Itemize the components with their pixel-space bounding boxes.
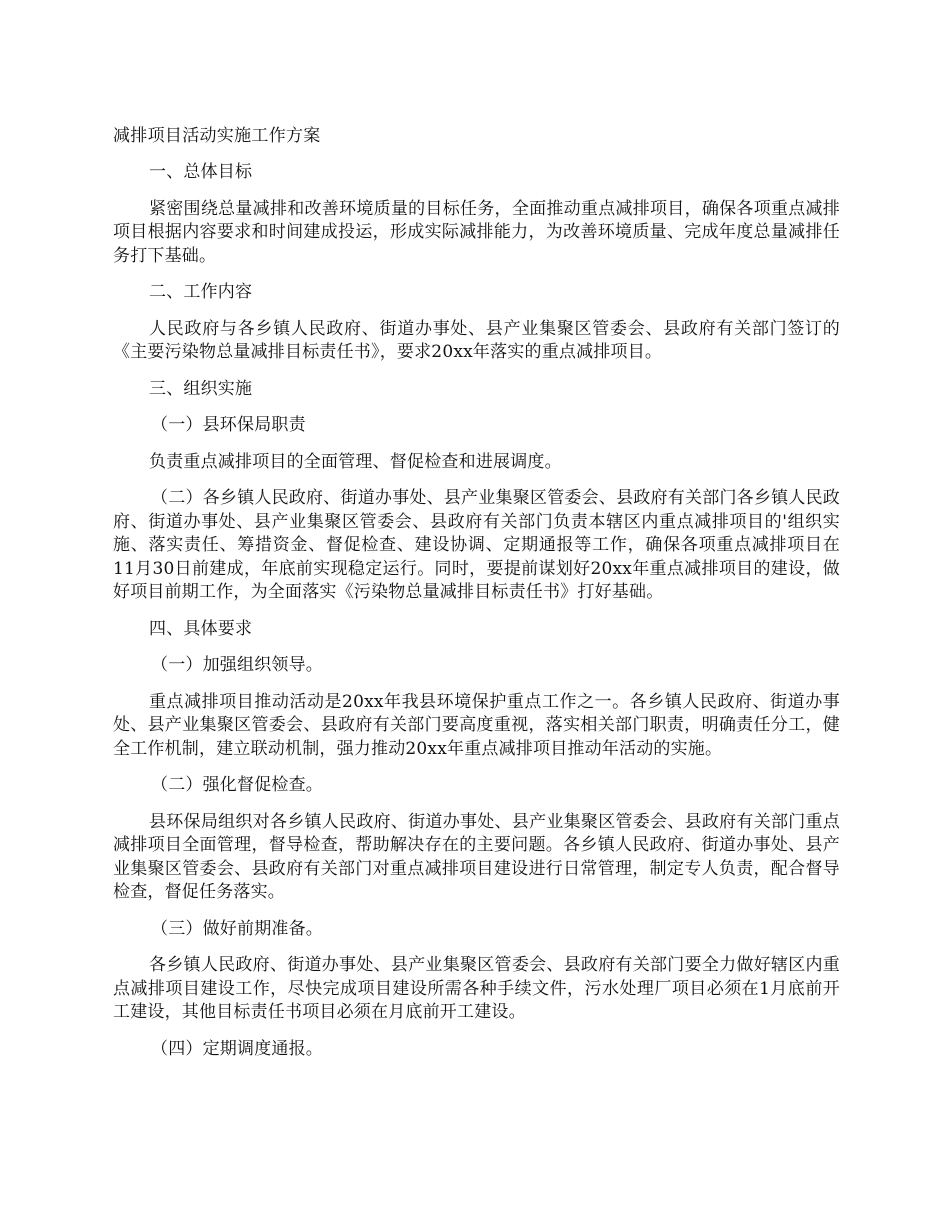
subheading-bureau-duties: （一）县环保局职责 — [151, 415, 306, 435]
subheading-supervision: （二）强化督促检查。 — [151, 775, 323, 795]
paragraph-supervision: 县环保局组织对各乡镇人民政府、街道办事处、县产业集聚区管委会、县政府有关部门重点减排项目全面管理，督导检查，帮助解决存在的主要问题。各乡镇人民政府、街道办事处、县产业集聚区管委会、县政府有关部门对重点减排项目建设进行日常管理，制定专人负责，配合督导检查，督促任务落实。 — [113, 811, 840, 902]
paragraph-goals: 紧密围绕总量减排和改善环境质量的目标任务，全面推动重点减排项目，确保各项重点减排项目根据内容要求和时间建成投运，形成实际减排能力，为改善环境质量、完成年度总量减排任务打下基础。 — [113, 198, 840, 266]
paragraph-local-duties: （二）各乡镇人民政府、街道办事处、县产业集聚区管委会、县政府有关部门各乡镇人民政府、街道办事处、县产业集聚区管委会、县政府有关部门负责本辖区内重点减排项目的'组织实施、落实责任、筹措资金、督促检查、建设协调、定期通报等工作，确保各项重点减排项目在11月30日前建成，年底前实现稳定运行。同时，要提前谋划好20xx年重点减排项目的建设，做好项目前期工作，为全面落实《污染物总量减排目标责任书》打好基础。 — [113, 488, 840, 602]
subheading-leadership: （一）加强组织领导。 — [151, 655, 323, 675]
section-heading-content: 二、工作内容 — [149, 282, 253, 302]
section-heading-implementation: 三、组织实施 — [149, 378, 253, 399]
paragraph-preparation: 各乡镇人民政府、街道办事处、县产业集聚区管委会、县政府有关部门要全力做好辖区内重点减排项目建设工作，尽快完成项目建设所需各种手续文件，污水处理厂项目必须在1月底前开工建设，其他目标责任书项目必须在月底前开工建设。 — [113, 955, 840, 1022]
section-heading-requirements: 四、具体要求 — [149, 618, 253, 639]
paragraph-bureau-duties: 负责重点减排项目的全面管理、督促检查和进展调度。 — [149, 451, 562, 472]
document-page — [113, 124, 840, 1074]
document-title: 减排项目活动实施工作方案 — [113, 126, 321, 146]
subheading-preparation: （三）做好前期准备。 — [151, 918, 323, 939]
paragraph-content: 人民政府与各乡镇人民政府、街道办事处、县产业集聚区管委会、县政府有关部门签订的《主要污染物总量减排目标责任书》，要求20xx年落实的重点减排项目。 — [113, 318, 840, 362]
section-heading-goals: 一、总体目标 — [149, 162, 253, 182]
subheading-reporting: （四）定期调度通报。 — [151, 1038, 323, 1059]
paragraph-leadership: 重点减排项目推动活动是20xx年我县环境保护重点工作之一。各乡镇人民政府、街道办事处、县产业集聚区管委会、县政府有关部门要高度重视，落实相关部门职责，明确责任分工，健全工作机制，建立联动机制，强力推动20xx年重点减排项目推动年活动的实施。 — [113, 691, 840, 759]
